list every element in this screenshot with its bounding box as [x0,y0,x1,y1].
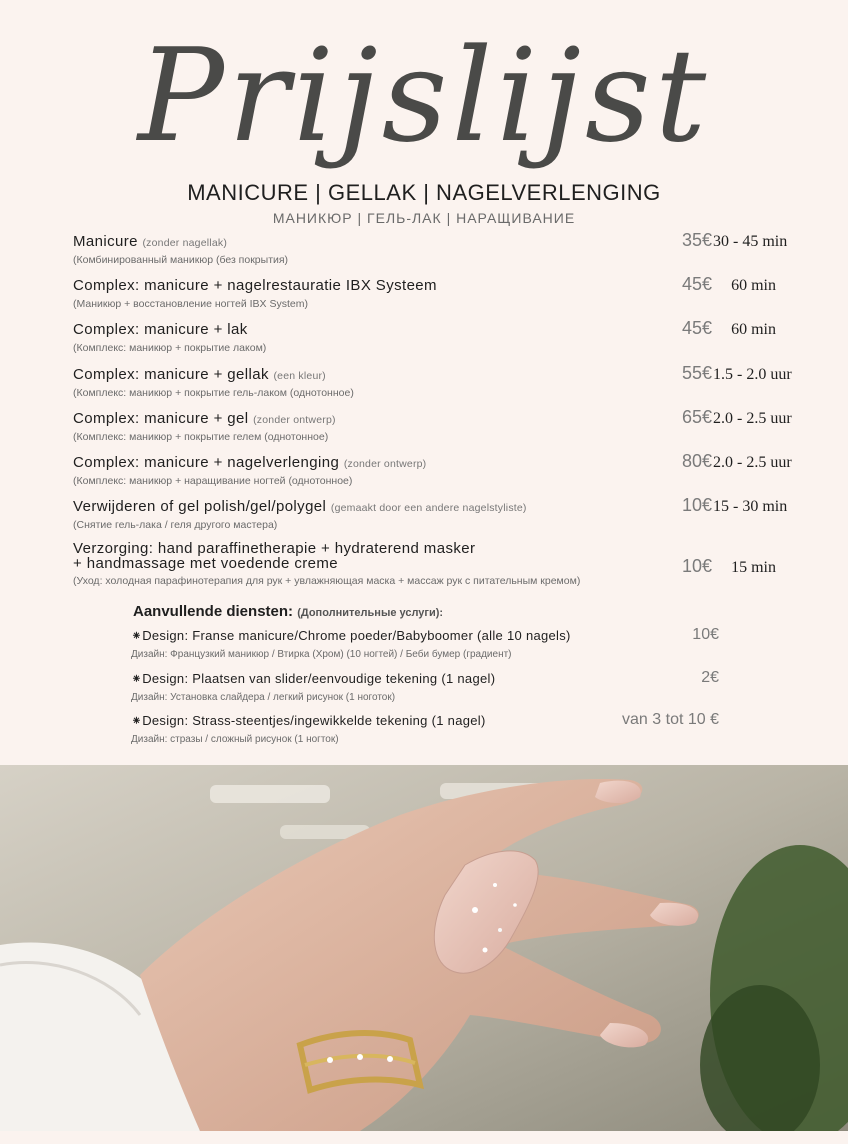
service-name: Manicure (zonder nagellak) [73,233,228,250]
service-row [73,318,793,354]
service-time: 30 - 45 min [713,233,788,250]
service-price: 45€ [681,318,712,338]
care-service-row [73,541,793,587]
service-price: 55€ [681,363,712,383]
service-ru: (Маникюр + восстановление ногтей IBX System) [73,298,308,310]
care-ru: (Уход: холодная парафинотерапия для рук + увлажняющая маска + массаж рук с питательным кремом) [73,575,581,587]
service-ru: (Комбинированный маникюр (без покрытия) [73,254,289,266]
service-ru: (Комплекс: маникюр + наращивание ногтей (однотонное) [73,475,353,487]
service-time: 1.5 - 2.0 uur [713,366,792,383]
service-ru: (Комплекс: маникюр + покрытие гелем (однотонное) [73,431,329,443]
service-row [73,363,793,399]
section-subtitle-ru: МАНИКЮР | ГЕЛЬ-ЛАК | НАРАЩИВАНИЕ [272,210,576,226]
extra-price: 2€ [701,669,719,686]
service-time: 15 - 30 min [713,498,788,515]
service-name: Complex: manicure + lak [73,321,248,338]
service-name: Complex: manicure + nagelrestauratie IBX Systeem [73,277,437,294]
title-text: Prijslijst [137,22,711,171]
service-note: (gemaakt door een andere nagelstyliste) [330,502,527,514]
extra-item [131,671,721,703]
extra-ru: Дизайн: стразы / сложный рисунок (1 ногток) [131,734,339,745]
service-row [73,495,793,531]
service-name: Complex: manicure + gellak (een kleur) [73,366,326,383]
service-row [73,407,793,443]
hand-photo [0,765,848,1131]
service-ru: (Снятие гель-лака / геля другого мастера) [73,519,278,531]
service-note: (zonder ontwerp) [253,414,336,426]
extra-ru: Дизайн: Установка слайдера / легкий рисунок (1 ноготок) [131,692,396,703]
service-name: Complex: manicure + gel (zonder ontwerp) [73,410,336,427]
service-price: 65€ [681,407,712,427]
care-line-1: Verzorging: hand paraffinetherapie + hydraterend masker [73,540,476,557]
extra-price: 10€ [692,626,719,643]
service-ru: (Комплекс: маникюр + покрытие гель-лаком (однотонное) [73,387,354,399]
service-name: Verwijderen of gel polish/gel/polygel (gemaakt door een andere nagelstyliste) [73,498,527,515]
care-time: 15 min [731,559,776,576]
service-price: 10€ [681,495,712,515]
care-line-2: + handmassage met voedende creme [73,555,339,572]
extra-ru: Дизайн: Французкий маникюр / Втирка (Хром) (10 ногтей) / Беби бумер (градиент) [131,649,512,660]
hand-illustration [0,765,848,1131]
extra-item [131,713,721,745]
service-price: 35€ [681,230,712,250]
service-time: 60 min [731,277,776,294]
service-time: 60 min [731,321,776,338]
extra-name: ⁕Design: Franse manicure/Chrome poeder/Babyboomer (alle 10 nagels) [131,628,571,643]
service-row [73,230,793,266]
extra-name: ⁕Design: Strass-steentjes/ingewikkelde tekening (1 nagel) [131,713,486,728]
extras-heading-ru: (Дополнительные услуги): [297,607,444,619]
service-note: (zonder ontwerp) [343,458,427,470]
service-price: 80€ [681,451,712,471]
care-price: 10€ [681,556,712,576]
service-time: 2.0 - 2.5 uur [713,454,792,471]
service-note: (een kleur) [273,370,326,382]
footer-strip [0,1131,848,1144]
extra-item [131,628,721,660]
service-row [73,451,793,487]
script-title-graphic [0,0,848,180]
service-ru: (Комплекс: маникюр + покрытие лаком) [73,342,267,354]
extra-price: van 3 tot 10 € [622,711,719,728]
service-time: 2.0 - 2.5 uur [713,410,792,427]
page-title [0,0,848,180]
extras-heading: Aanvullende diensten: (Дополнительные услуги): [133,603,444,620]
service-note: (zonder nagellak) [142,237,228,249]
extra-name: ⁕Design: Plaatsen van slider/eenvoudige tekening (1 nagel) [131,671,496,686]
service-price: 45€ [681,274,712,294]
service-row [73,274,793,310]
section-subtitle: MANICURE | GELLAK | NAGELVERLENGING [187,180,661,205]
service-name: Complex: manicure + nagelverlenging (zonder ontwerp) [73,454,427,471]
